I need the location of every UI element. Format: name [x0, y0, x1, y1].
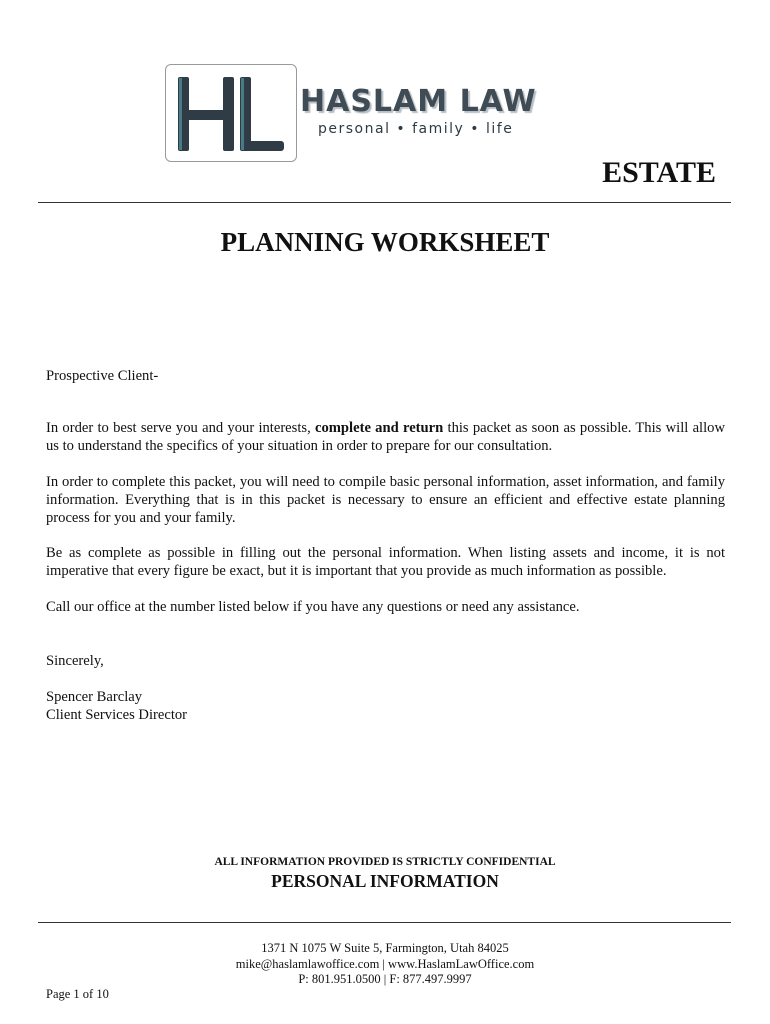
section-heading: PERSONAL INFORMATION — [271, 871, 499, 891]
letter-greeting: Prospective Client- — [46, 368, 159, 384]
p1-emphasis: complete and return — [315, 420, 444, 436]
letter-paragraph-1 — [46, 419, 725, 455]
p1-text-end: this packet as soon as possible. This will allow us to understand the specifics of your situation in order to prepare for our consultation. — [46, 420, 725, 454]
footer-divider — [38, 922, 731, 923]
page-number: Page 1 of 10 — [46, 987, 109, 1001]
footer-contact: mike@haslamlawoffice.com | www.HaslamLawOffice.com — [235, 957, 535, 971]
letter-closing: Sincerely, — [46, 653, 104, 669]
document-title: ESTATE — [602, 156, 716, 189]
hl-logo-mark-icon — [166, 65, 296, 161]
p1-text-start: In order to best serve you and your interests, — [46, 420, 315, 436]
letter-paragraph-4: Call our office at the number listed below if you have any questions or need any assistance. — [46, 599, 580, 615]
signer-name: Spencer Barclay — [46, 689, 143, 705]
document-subtitle: PLANNING WORKSHEET — [220, 227, 550, 257]
letter-paragraph-3: Be as complete as possible in filling out the personal information. When listing assets and income, it is not imperative that every figure be exact, but it is important that you provide as much information as possible. — [46, 545, 725, 579]
logo — [165, 64, 297, 162]
signer-title: Client Services Director — [46, 707, 188, 723]
confidential-notice: ALL INFORMATION PROVIDED IS STRICTLY CONFIDENTIAL — [214, 856, 556, 868]
footer-address: 1371 N 1075 W Suite 5, Farmington, Utah 84025 — [261, 941, 509, 955]
brand-tagline: personal • family • life — [318, 121, 514, 137]
letter-paragraph-2: In order to complete this packet, you will need to compile basic personal information, asset information, and family information. Everything that is in this packet is necessary to ensure an efficient and effective estate planning process for you and your family. — [46, 474, 725, 526]
footer-phone: P: 801.951.0500 | F: 877.497.9997 — [298, 972, 472, 986]
header-divider — [38, 202, 731, 203]
brand-name: HASLAM LAW — [300, 84, 537, 119]
